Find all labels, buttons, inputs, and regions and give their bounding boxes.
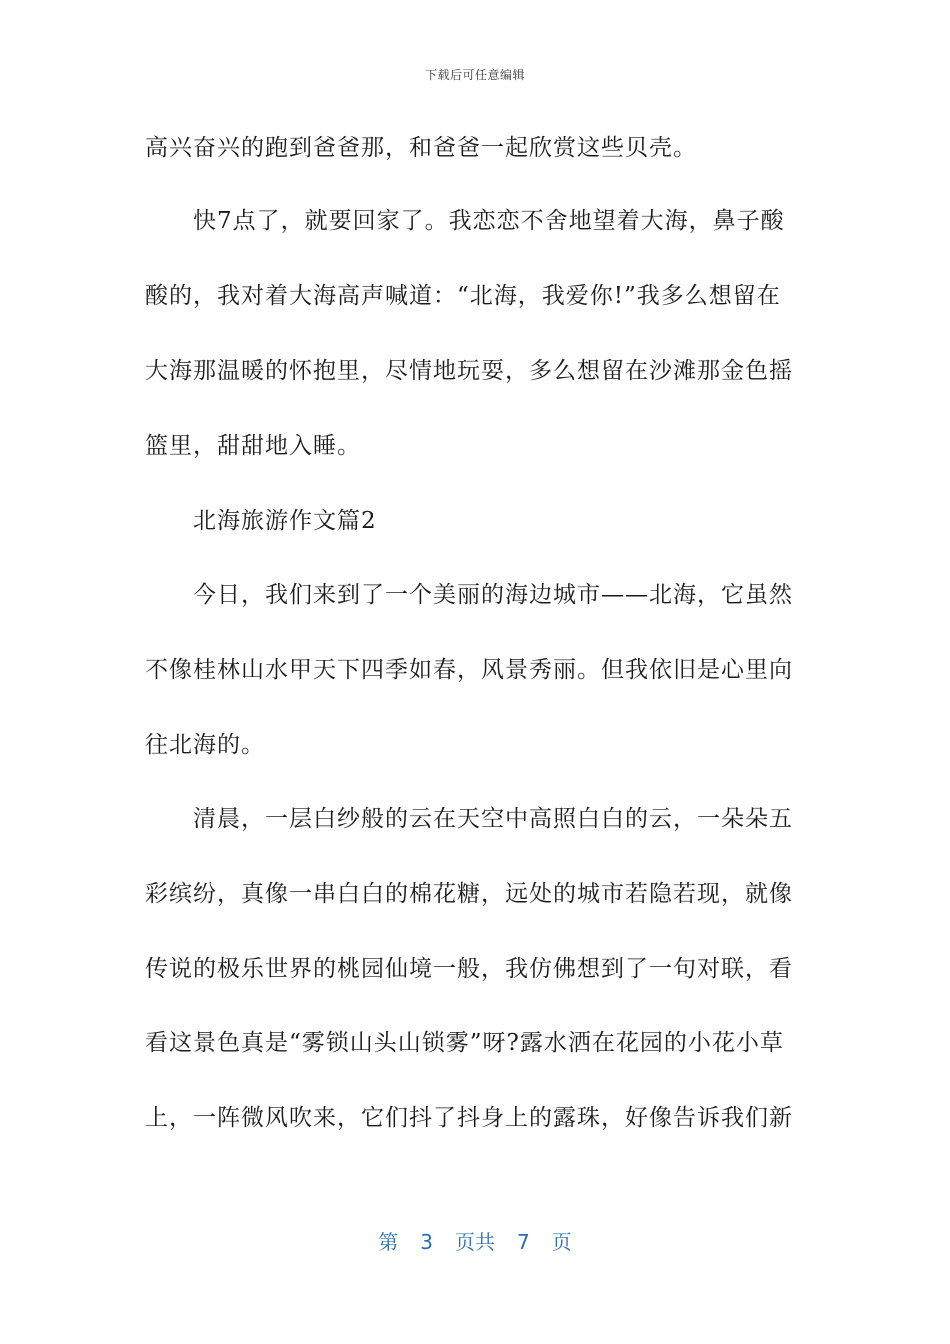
page-header: 下载后可任意编辑	[424, 68, 525, 82]
paragraph-line: 篮里，甜甜地入睡。	[145, 433, 361, 459]
section-heading: 北海旅游作文篇2	[193, 508, 377, 534]
page-suffix: 页	[551, 1230, 572, 1254]
page-current: 3	[420, 1230, 433, 1254]
page-middle: 页共	[455, 1230, 495, 1254]
paragraph-line: 快7点了，就要回家了。我恋恋不舍地望着大海，鼻子酸	[193, 208, 785, 234]
paragraph-line: 清晨，一层白纱般的云在天空中高照白白的云，一朵朵五	[193, 806, 793, 832]
page-total: 7	[517, 1230, 530, 1254]
paragraph-line: 看这景色真是“雾锁山头山锁雾”呀?露水洒在花园的小花小草	[145, 1030, 784, 1056]
paragraph-line: 不像桂林山水甲天下四季如春，风景秀丽。但我依旧是心里向	[145, 657, 793, 683]
paragraph-line: 大海那温暖的怀抱里，尽情地玩耍，多么想留在沙滩那金色摇	[145, 358, 793, 384]
paragraph-line: 高兴奋兴的跑到爸爸那，和爸爸一起欣赏这些贝壳。	[145, 135, 697, 161]
page-prefix: 第	[378, 1230, 399, 1254]
paragraph-line: 上，一阵微风吹来，它们抖了抖身上的露珠，好像告诉我们新	[145, 1105, 793, 1131]
paragraph-line: 酸的，我对着大海高声喊道：“北海，我爱你!”我多么想留在	[145, 283, 781, 309]
paragraph-line: 往北海的。	[145, 732, 265, 758]
paragraph-line: 彩缤纷，真像一串白白的棉花糖，远处的城市若隐若现，就像	[145, 881, 793, 907]
paragraph-line: 今日，我们来到了一个美丽的海边城市——北海，它虽然	[193, 582, 793, 608]
paragraph-line: 传说的极乐世界的桃园仙境一般，我仿佛想到了一句对联，看	[145, 956, 793, 982]
page-number-footer	[0, 1226, 950, 1255]
